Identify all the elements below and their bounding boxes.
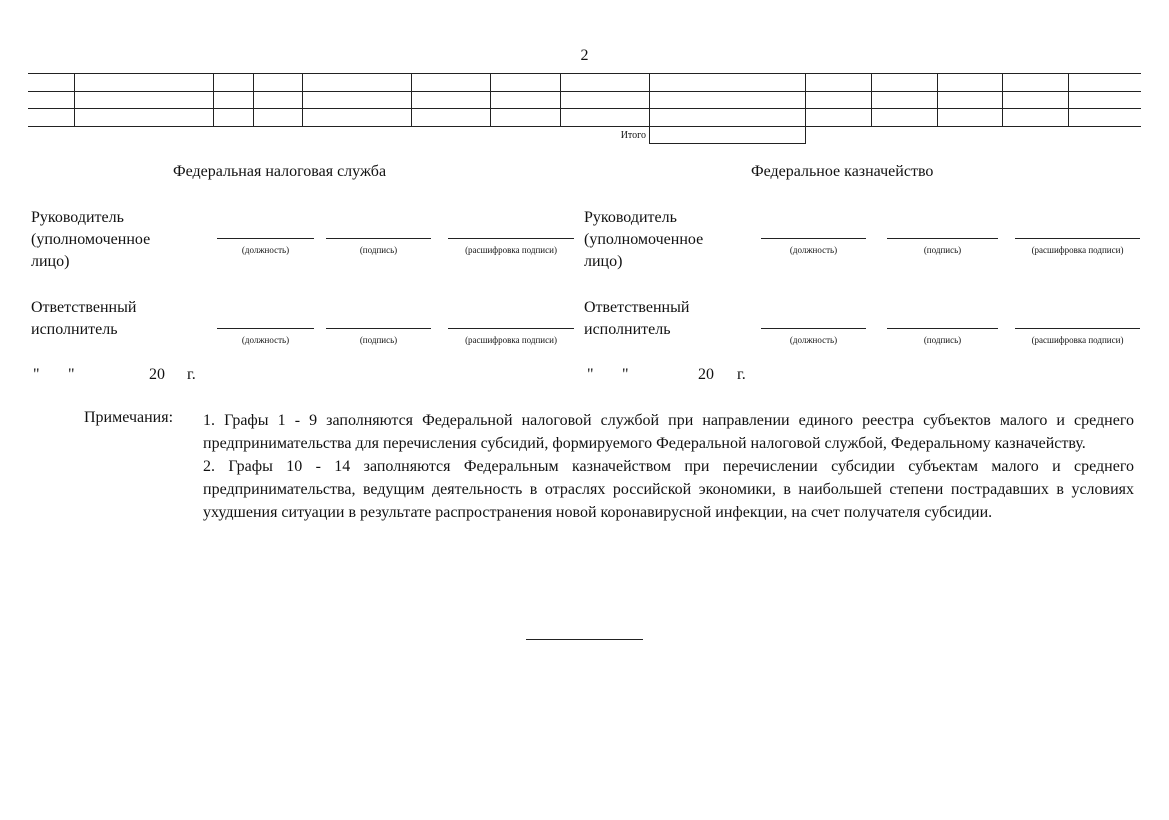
role-line: (уполномоченное	[584, 231, 704, 248]
caption-name: (расшифровка подписи)	[465, 335, 557, 345]
right-head-name-field[interactable]	[1015, 238, 1140, 239]
role-line: исполнитель	[584, 321, 671, 338]
date-year-suffix: г.	[187, 366, 196, 383]
date-year-prefix: 20	[149, 366, 165, 383]
date-quote-close: "	[622, 366, 629, 383]
role-line: (уполномоченное	[31, 231, 151, 248]
table-col-line	[871, 73, 872, 126]
caption-name: (расшифровка подписи)	[465, 245, 557, 255]
total-label: Итого	[620, 130, 646, 141]
left-head-role	[31, 207, 150, 273]
page-number: 2	[580, 47, 589, 64]
caption-signature: (подпись)	[923, 335, 962, 345]
role-line: исполнитель	[31, 321, 118, 338]
table-row-line	[28, 126, 1141, 127]
caption-position: (должность)	[241, 245, 290, 255]
right-head-position-field[interactable]	[761, 238, 866, 239]
left-head-name-field[interactable]	[448, 238, 574, 239]
right-executor-role	[584, 297, 689, 341]
table-col-line	[213, 73, 214, 126]
caption-signature: (подпись)	[923, 245, 962, 255]
table-col-line	[560, 73, 561, 126]
end-of-document-rule	[526, 639, 643, 640]
date-quote-open: "	[33, 366, 40, 383]
date-quote-open: "	[587, 366, 594, 383]
right-executor-position-field[interactable]	[761, 328, 866, 329]
table-col-line	[1068, 73, 1069, 126]
table-col-line	[253, 73, 254, 126]
right-organization-title: Федеральное казначейство	[751, 163, 934, 180]
role-line: лицо)	[31, 253, 70, 270]
table-col-line	[74, 73, 75, 126]
note-item: 1. Графы 1 - 9 заполняются Федеральной налоговой службой при направлении единого реестра субъектов малого и среднего предпринимательства для перечисления субсидий, формируемого Федеральной налоговой службой, Федеральному казначейству.	[203, 412, 1134, 452]
table-row-line	[28, 91, 1141, 92]
left-executor-signature-field[interactable]	[326, 328, 431, 329]
table-row-line	[28, 108, 1141, 109]
left-executor-role	[31, 297, 136, 341]
caption-position: (должность)	[789, 245, 838, 255]
role-line: Руководитель	[584, 209, 677, 226]
date-year-prefix: 20	[698, 366, 714, 383]
left-organization-title: Федеральная налоговая служба	[173, 163, 387, 180]
note-item: 2. Графы 10 - 14 заполняются Федеральным казначейством при перечислении субсидии субъектам малого и среднего предпринимательства, ведущим деятельность в отраслях российской экономики, в наибольшей степени пострадавших в условиях ухудшения ситуации в результате распространения новой коронавирусной инфекции, на счет получателя субсидии.	[203, 458, 1134, 521]
caption-signature: (подпись)	[359, 335, 398, 345]
right-head-role	[584, 207, 703, 273]
date-quote-close: "	[68, 366, 75, 383]
table-col-line	[937, 73, 938, 126]
notes-body	[203, 409, 1134, 524]
right-executor-signature-field[interactable]	[887, 328, 998, 329]
caption-signature: (подпись)	[359, 245, 398, 255]
left-head-signature-field[interactable]	[326, 238, 431, 239]
table-col-line	[805, 73, 806, 126]
table-col-line	[302, 73, 303, 126]
left-executor-position-field[interactable]	[217, 328, 314, 329]
right-head-signature-field[interactable]	[887, 238, 998, 239]
total-value-cell[interactable]	[649, 127, 806, 144]
role-line: лицо)	[584, 253, 623, 270]
notes-label: Примечания:	[84, 409, 174, 426]
table-col-line	[649, 73, 650, 126]
table-col-line	[1002, 73, 1003, 126]
caption-name: (расшифровка подписи)	[1031, 245, 1124, 255]
date-year-suffix: г.	[737, 366, 746, 383]
caption-position: (должность)	[789, 335, 838, 345]
table-row-line	[28, 73, 1141, 74]
caption-name: (расшифровка подписи)	[1031, 335, 1124, 345]
role-line: Ответственный	[584, 299, 690, 316]
caption-position: (должность)	[241, 335, 290, 345]
left-executor-name-field[interactable]	[448, 328, 574, 329]
role-line: Ответственный	[31, 299, 137, 316]
table-col-line	[490, 73, 491, 126]
table-col-line	[411, 73, 412, 126]
role-line: Руководитель	[31, 209, 124, 226]
right-executor-name-field[interactable]	[1015, 328, 1140, 329]
left-head-position-field[interactable]	[217, 238, 314, 239]
